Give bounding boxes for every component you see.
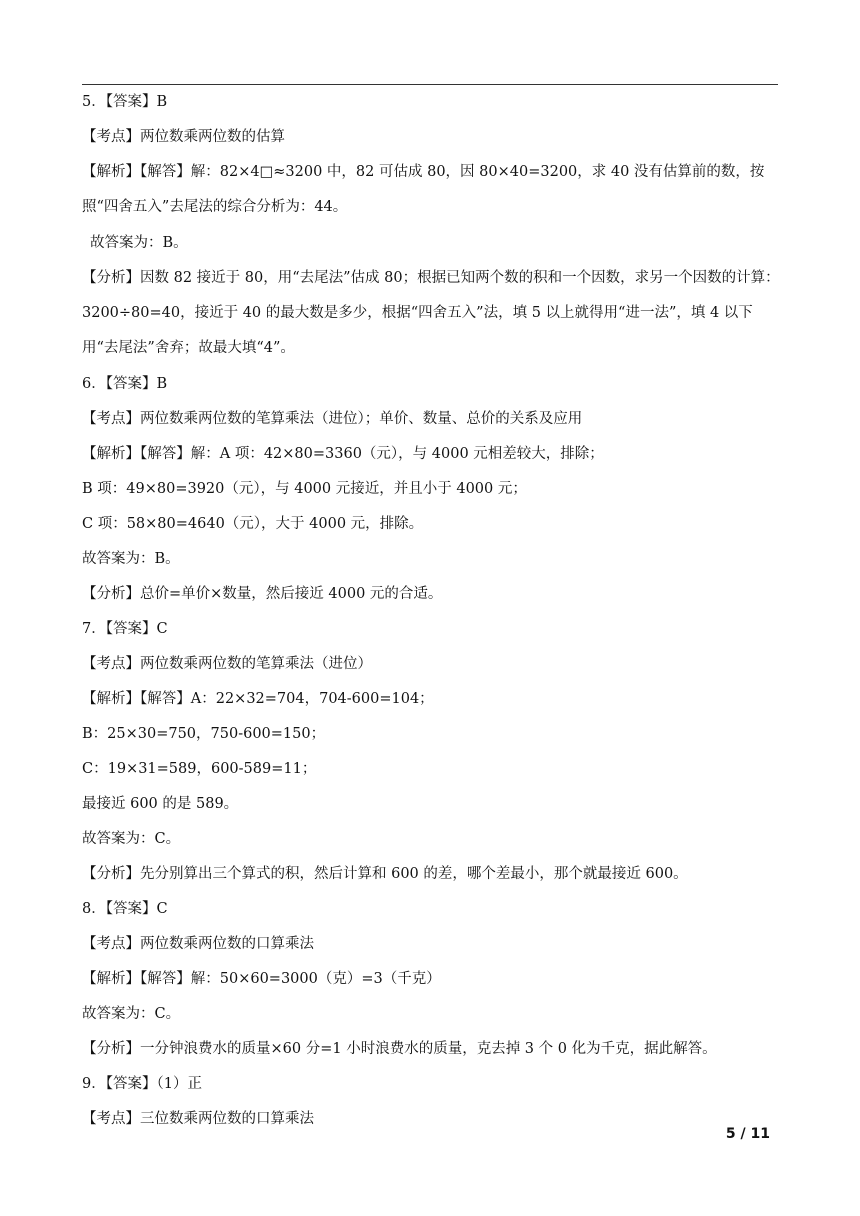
answer-content [82,90,782,1142]
answer-8-analysis: 【分析】一分钟浪费水的质量×60 分=1 小时浪费水的质量，克去掉 3 个 0 化为千克，据此解答。 [82,1041,717,1057]
answer-7-solution-c: C：19×31=589，600-589=11； [82,761,317,777]
answer-8-topic: 【考点】两位数乘两位数的口算乘法 [82,936,314,952]
answer-7-topic: 【考点】两位数乘两位数的笔算乘法（进位） [82,656,372,672]
answer-7-solution-a: 【解析】【解答】A：22×32=704，704-600=104； [82,691,434,707]
answer-6-solution-c: C 项：58×80=4640（元），大于 4000 元，排除。 [82,516,424,532]
answer-5-topic: 【考点】两位数乘两位数的估算 [82,129,285,145]
header-rule [82,84,778,85]
answer-5-solution: 【解析】【解答】解：82×4□≈3200 中，82 可估成 80，因 80×40=3200，求 40 没有估算前的数，按照“四舍五入”去尾法的综合分析为：44。 [82,164,765,215]
answer-5-heading: 5．【答案】B [82,94,168,110]
answer-6-analysis: 【分析】总价=单价×数量，然后接近 4000 元的合适。 [82,586,443,602]
answer-6-topic: 【考点】两位数乘两位数的笔算乘法（进位）；单价、数量、总价的关系及应用 [82,411,583,427]
answer-6-heading: 6．【答案】B [82,376,168,392]
answer-7-closest: 最接近 600 的是 589。 [82,796,239,812]
answer-7-solution-b: B：25×30=750，750-600=150； [82,726,326,742]
answer-7-heading: 7．【答案】C [82,621,168,637]
answer-6-solution-a: 【解析】【解答】解：A 项：42×80=3360（元），与 4000 元相差较大，排除； [82,446,604,462]
answer-7-result: 故答案为：C。 [82,831,181,847]
answer-8-heading: 8．【答案】C [82,901,168,917]
answer-8-result: 故答案为：C。 [82,1006,181,1022]
page-number: 5 / 11 [725,1126,770,1142]
answer-9-heading: 9．【答案】（1）正 [82,1076,202,1092]
answer-6-solution-b: B 项：49×80=3920（元），与 4000 元接近，并且小于 4000 元； [82,481,527,497]
answer-7-analysis: 【分析】先分别算出三个算式的积，然后计算和 600 的差，哪个差最小，那个就最接近 600。 [82,866,688,882]
answer-5-result: 故答案为：B。 [90,235,188,251]
answer-5-analysis: 【分析】因数 82 接近于 80，用“去尾法”估成 80；根据已知两个数的积和一个因数，求另一个因数的计算：3200÷80=40，接近于 40 的最大数是多少，根据“四舍五入”法，填 5 以上就得用“进一法”，填 4 以下用“去尾法”舍弃；故最大填“4”。 [82,270,780,356]
answer-6-result: 故答案为：B。 [82,551,180,567]
answer-8-solution: 【解析】【解答】解：50×60=3000（克）=3（千克） [82,971,441,987]
answer-9-topic: 【考点】三位数乘两位数的口算乘法 [82,1111,314,1127]
